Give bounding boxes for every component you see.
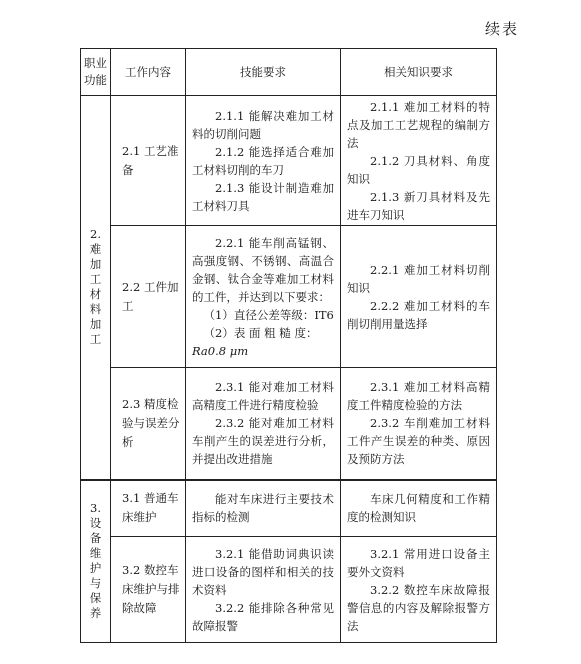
knowledge-cell [341, 537, 497, 643]
work-cell [111, 480, 186, 537]
header-knowledge: 相关知识要求 [341, 49, 497, 96]
work-cell [111, 226, 186, 368]
function-cell [81, 480, 111, 643]
knowledge-item: 2.1.1 难加工材料的特点及加工工艺规程的编制方法 [347, 99, 490, 150]
knowledge-cell [341, 226, 497, 368]
knowledge-cell [341, 480, 497, 537]
table-row [81, 537, 497, 643]
knowledge-item: 2.3.1 难加工材料高精度工件精度检验的方法 [347, 380, 490, 413]
knowledge-item: 3.2.1 常用进口设备主要外文资料 [347, 546, 490, 579]
knowledge-item: 2.1.2 刀具材料、角度知识 [347, 153, 490, 186]
knowledge-item: 2.1.3 新刀具材料及先进车刀知识 [347, 189, 490, 222]
header-skill: 技能要求 [186, 49, 341, 96]
skill-cell [186, 96, 341, 226]
table-header-row [81, 49, 497, 96]
function-cell [81, 96, 111, 480]
skill-item: 2.3.2 能对难加工材料车削产生的误差进行分析，并提出改进措施 [192, 416, 334, 467]
skill-item: 2.2.1 能车削高锰钢、高强度钢、不锈钢、高温合金钢、钛合金等难加工材料的工件，并达到以下要求： [192, 235, 334, 304]
knowledge-cell [341, 368, 497, 480]
table-row [81, 96, 497, 226]
header-function [81, 49, 111, 96]
work-cell [111, 368, 186, 480]
work-label: 2.3 精度检验与误差分析 [122, 396, 180, 449]
header-work: 工作内容 [111, 49, 186, 96]
skill-requirements-table [80, 48, 497, 643]
work-cell [111, 537, 186, 643]
skill-item: 2.1.2 能选择适合难加工材料切削的车刀 [192, 144, 334, 177]
work-label: 2.1 工艺准备 [122, 143, 179, 177]
skill-cell [186, 368, 341, 480]
knowledge-item: 2.2.1 难加工材料切削知识 [347, 262, 490, 295]
work-label: 3.1 普通车床维护 [122, 491, 179, 525]
skill-cell [186, 537, 341, 643]
continued-label: 续表 [484, 20, 519, 38]
table-row [81, 480, 497, 537]
header-function-line1: 职业 [84, 56, 107, 70]
knowledge-item: 车床几何精度和工作精度的检测知识 [347, 492, 490, 525]
work-label: 2.2 工件加工 [122, 279, 179, 313]
header-function-line2: 功能 [84, 73, 107, 87]
work-cell [111, 96, 186, 226]
skill-item: 能对车床进行主要技术指标的检测 [192, 492, 334, 525]
work-label: 3.2 数控车床维护与排除故障 [122, 563, 180, 615]
table-row [81, 368, 497, 480]
skill-item: Ra0.8 μm [192, 343, 249, 358]
knowledge-item: 2.3.2 车削难加工材料工件产生误差的种类、原因及预防方法 [347, 416, 490, 467]
knowledge-cell [341, 96, 497, 226]
skill-item: 2.1.1 能解决难加工材料的切削问题 [192, 108, 334, 141]
skill-cell [186, 226, 341, 368]
knowledge-item: 2.2.2 难加工材料的车削切削用量选择 [347, 298, 490, 331]
skill-item: 2.3.1 能对难加工材料高精度工件进行精度检验 [192, 380, 334, 413]
skill-item: 2.1.3 能设计制造难加工材料刀具 [192, 180, 334, 213]
skill-item: 3.2.2 能排除各种常见故障报警 [192, 600, 334, 633]
table-row [81, 226, 497, 368]
function-label: 2.难加工材料加工 [89, 226, 102, 346]
skill-item: （1）直径公差等级：IT6 [203, 307, 334, 322]
skill-item: （2）表 面 粗 糙 度： [203, 325, 318, 340]
function-label: 3.设备维护与保养 [89, 500, 102, 620]
skill-item: 3.2.1 能借助词典识读进口设备的图样和相关的技术资料 [192, 546, 334, 597]
skill-cell [186, 480, 341, 537]
knowledge-item: 3.2.2 数控车床故障报警信息的内容及解除报警方法 [347, 582, 490, 633]
